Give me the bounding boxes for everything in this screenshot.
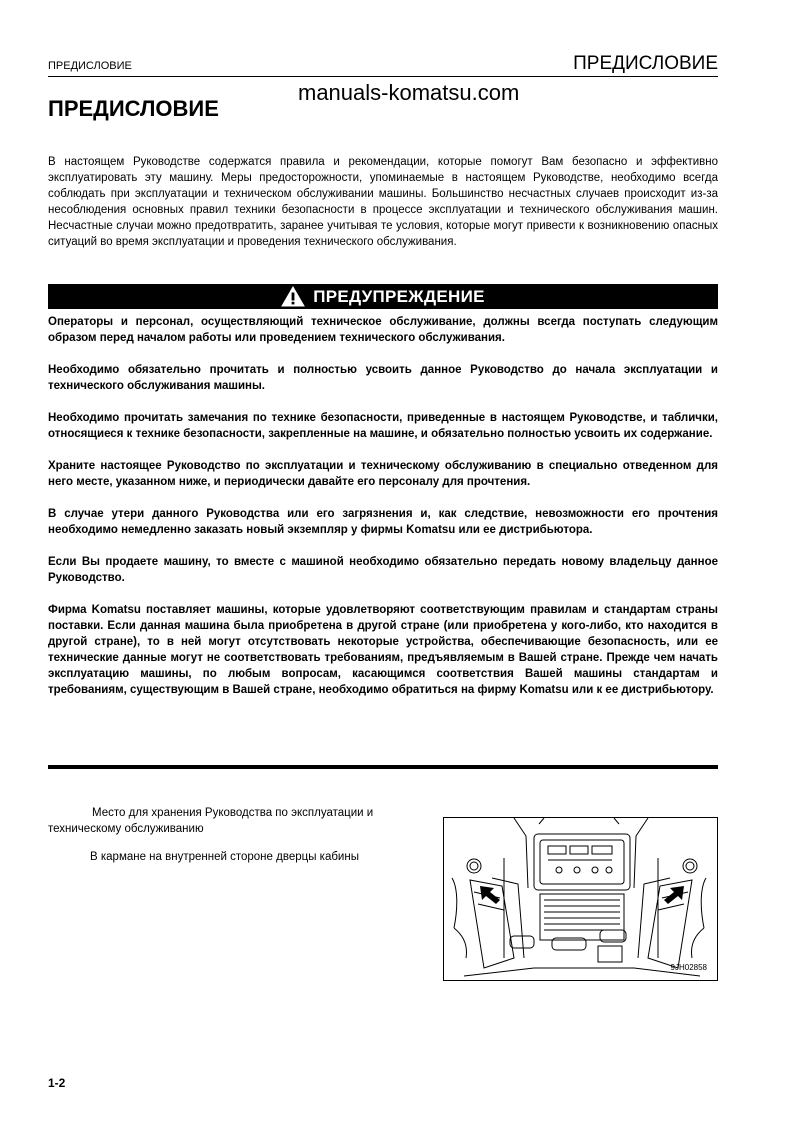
running-header-left: ПРЕДИСЛОВИЕ xyxy=(48,60,132,72)
storage-location: В кармане на внутренней стороне дверцы кабины xyxy=(90,851,359,863)
warning-bottom-rule xyxy=(48,765,718,769)
storage-section xyxy=(48,805,428,865)
cab-door-figure xyxy=(443,817,718,981)
warning-title: ПРЕДУПРЕЖДЕНИЕ xyxy=(313,286,485,306)
warning-banner xyxy=(48,284,718,309)
watermark: manuals-komatsu.com xyxy=(298,80,520,105)
cab-interior-illustration xyxy=(444,818,717,980)
warning-body xyxy=(48,314,718,698)
intro-paragraph: В настоящем Руководстве содержатся правила и рекомендации, которые помогут Вам безопасно и эффективно эксплуатировать эту машину. Меры предосторожности, упоминаемые в настоящем Руководстве, необходимо всегда соблюдать при эксплуатации и техническом обслуживании машины. Большинство несчастных случаев происходит из-за несоблюдения основных правил техники безопасности в процессе эксплуатации и технического обслуживания машин. Несчастные случаи можно предотвратить, заранее учитывая те условия, которые могут привести к возникновению опасных ситуаций во время эксплуатации и проведения технического обслуживания. xyxy=(48,156,718,248)
storage-heading: Место для хранения Руководства по эксплуатации и техническому обслуживанию xyxy=(48,807,374,835)
warning-paragraph: Храните настоящее Руководство по эксплуатации и техническому обслуживанию в специально отведенном для него месте, указанном ниже, и периодически давайте его персоналу для прочтения. xyxy=(48,460,718,488)
warning-paragraph: Фирма Komatsu поставляет машины, которые удовлетворяют соответствующим правилам и стандартам страны поставки. Если данная машина была приобретена в другой стране (или приобретена у кого-либо, кто находится в другой стране), то в ней могут отсутствовать некоторые устройства, обеспечивающие безопасность, или ее технические данные могут не соответствовать требованиям, предъявляемым в Вашей стране. Прежде чем начать эксплуатацию машины, по любым вопросам, касающимся соответствия Вашей машины стандартам и требованиям, существующим в Вашей стране, необходимо обратиться на фирму Komatsu или к ее дистрибьютору. xyxy=(48,604,718,696)
warning-triangle-icon xyxy=(281,286,305,307)
header-rule xyxy=(48,76,718,77)
warning-paragraph: Операторы и персонал, осуществляющий техническое обслуживание, должны всегда поступать следующим образом перед началом работы или проведением технического обслуживания. xyxy=(48,316,718,344)
page-title: ПРЕДИСЛОВИЕ xyxy=(48,96,219,121)
figure-id: 9JH02858 xyxy=(670,963,707,972)
warning-paragraph: В случае утери данного Руководства или его загрязнения и, как следствие, невозможности его прочтения необходимо немедленно заказать новый экземпляр у фирмы Komatsu или ее дистрибьютора. xyxy=(48,508,718,536)
running-header-right: ПРЕДИСЛОВИЕ xyxy=(573,53,718,74)
warning-paragraph: Необходимо прочитать замечания по технике безопасности, приведенные в настоящем Руководстве, и таблички, относящиеся к технике безопасности, закрепленные на машине, и обязательно полностью усвоить их содержание. xyxy=(48,412,718,440)
page-number: 1-2 xyxy=(48,1076,66,1090)
warning-paragraph: Если Вы продаете машину, то вместе с машиной необходимо обязательно передать новому владельцу данное Руководство. xyxy=(48,556,718,584)
warning-paragraph: Необходимо обязательно прочитать и полностью усвоить данное Руководство до начала эксплуатации и технического обслуживания машины. xyxy=(48,364,718,392)
